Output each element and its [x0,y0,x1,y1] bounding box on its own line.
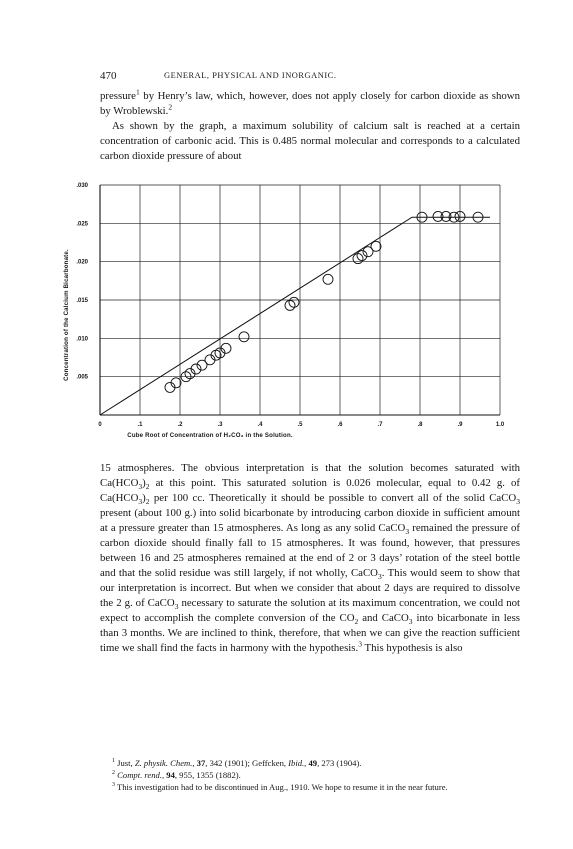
y-tick-label: .025 [76,221,88,228]
data-point [323,274,333,284]
fit-line [100,217,490,415]
footnote-ref: 2 [168,102,173,112]
paragraph-2: As shown by the graph, a maximum solubility of calcium salt is reached at a certain concentration of carbonic acid. This is 0.485 normal molecular and corresponds to a calculated carbon dioxide pressure of about [100,120,520,162]
footnote-2: $^2$ Compt. rend., 94, 955, 1355 (1882). [112,770,241,780]
x-tick-label: .4 [257,422,263,428]
footnote-ref: 1 [135,87,140,97]
data-point [433,211,443,221]
x-axis-label: Cube Root of Concentration of H₂CO₃ in the Solution. [127,432,293,439]
page-number: 470 [100,70,117,82]
data-point [239,332,249,342]
paragraph-3: 15 atmospheres. The obvious interpretation is that the solution becomes saturated with $Ca(HCO_3)_2$ at this point. This saturated solution is 0.026 molecular, equal to 0.42 g. of $Ca(HCO_3)_2$ per 100 cc. Theoretically it should be possible to convert all of the solid CaCO$_3$ present (about 100 g.) into solid bicarbonate by introducing carbon dioxide in sufficient amount at a pressure greater than 15 atmospheres. As long as any solid CaCO$_3$ remained the pressure of carbon dioxide should finally fall to 15 atmospheres. It was found, however, that pressures between 16 and 25 atmospheres remained at the end of 2 or 3 days’ rotation of the steel bottle and that the solid residue was still largely, if not wholly, CaCO$_3$. This would seem to show that our interpretation is incorrect. But when we consider that about 2 days are required to dissolve the 2 g. of CaCO$_3$ necessary to saturate the solution at its maximum concentration, we could not expect to accomplish the complete conversion of the $CO_2$ and CaCO$_3$ into bicarbonate in less than 3 months. We are inclined to think, therefore, that when we can give the reaction sufficient time we shall find the facts in harmony with the hypothesis.$^3$ This hypothesis is also [100,462,521,654]
x-tick-labels [98,422,505,428]
x-tick-label: .9 [457,422,463,428]
footnote-1: $^1$ Just, Z. physik. Chem., 37, 342 (1901); Geffcken, Ibid., 49, 273 (1904). [112,758,362,768]
x-tick-label: .5 [297,422,303,428]
y-tick-label: .020 [76,259,88,266]
x-tick-label: .7 [377,422,383,428]
x-tick-label: .2 [177,422,183,428]
chart-grid [100,185,500,415]
y-tick-label: .030 [76,183,88,189]
y-tick-label: .015 [76,298,88,304]
x-tick-label: .1 [137,422,143,428]
y-tick-label: .010 [76,336,88,343]
page-header [100,70,520,84]
x-tick-label: .8 [417,422,423,428]
x-tick-label: 0 [98,422,102,428]
solubility-graph [60,170,520,460]
data-point [371,241,381,251]
y-tick-label: .005 [76,374,88,381]
y-axis-label: Concentration of the Calcium Bicarbonate. [63,249,70,381]
x-tick-label: 1.0 [495,422,505,428]
footnote-ref: 3 [358,639,362,649]
x-tick-label: .6 [337,422,343,428]
running-head: GENERAL, PHYSICAL AND INORGANIC. [164,71,337,80]
paragraph-1: pressure$^1$ by Henry’s law, which, however, does not apply closely for carbon dioxide as shown by Wroblewski.$^2$ [100,87,520,117]
footnote-3: $^3$ This investigation had to be discontinued in Aug., 1910. We hope to resume it in the near future. [112,782,448,792]
x-tick-label: .3 [217,422,223,428]
data-points [165,211,483,392]
y-tick-labels [76,183,88,381]
fit-line-segment [100,217,490,415]
